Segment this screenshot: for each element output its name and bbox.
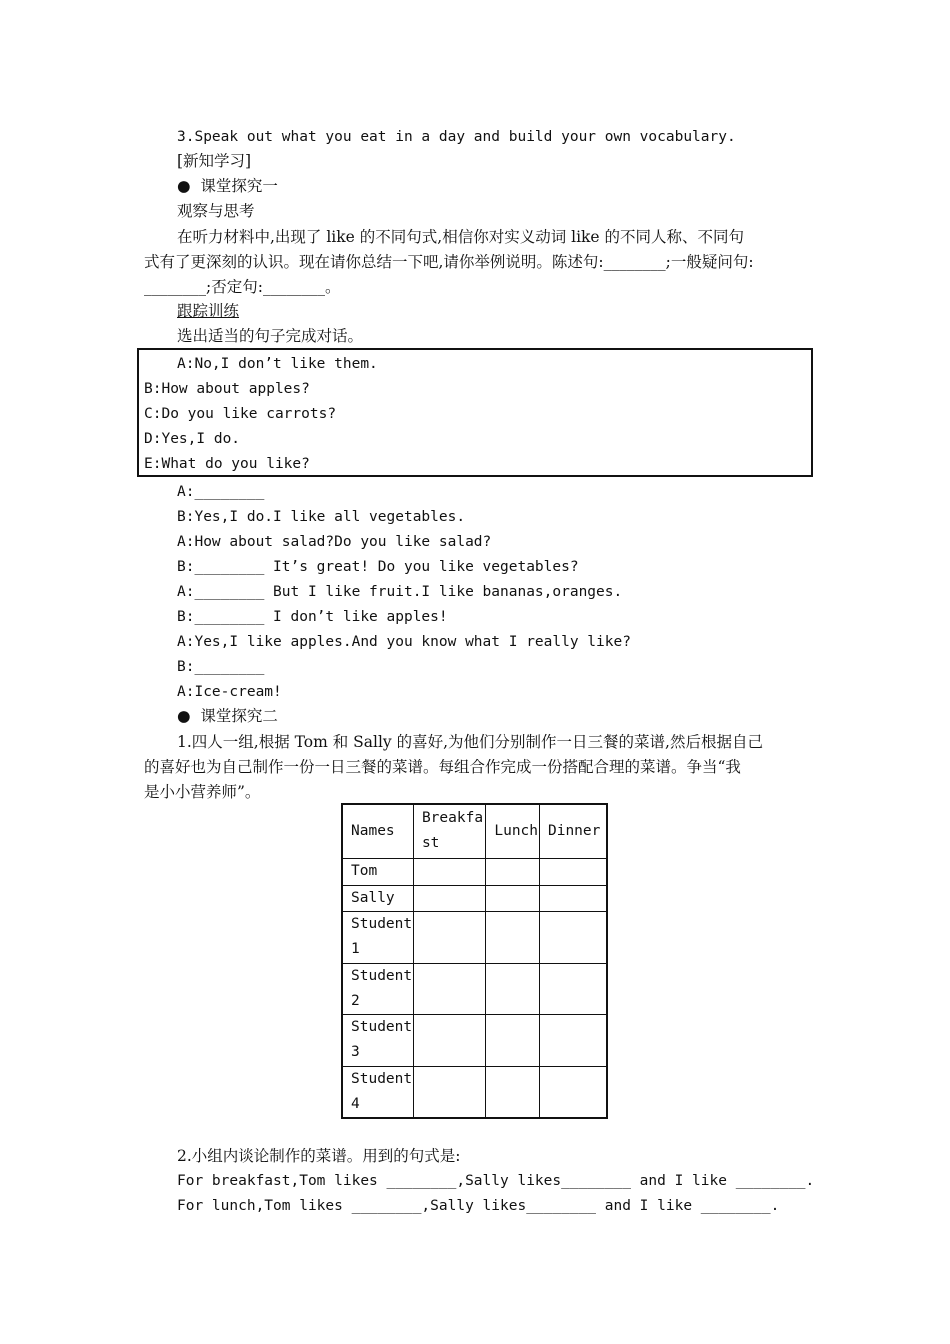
row-name: Sally xyxy=(342,885,413,911)
cell-dinner[interactable] xyxy=(539,963,607,1014)
cell-lunch[interactable] xyxy=(486,858,540,885)
dialogue-line: B:________ xyxy=(177,659,265,675)
cell-dinner[interactable] xyxy=(539,885,607,911)
subheading-observe: 观察与思考 xyxy=(177,202,255,220)
row-name: Student 2 xyxy=(342,963,413,1014)
table-header-row xyxy=(342,804,607,858)
dialogue-line: A:________ But I like fruit.I like bananas,oranges. xyxy=(177,584,623,600)
paragraph-line-3: ________;否定句:________。 xyxy=(144,278,341,296)
dialogue-line: A:Yes,I like apples.And you know what I really like? xyxy=(177,634,631,650)
paragraph-line-1: 在听力材料中,出现了 like 的不同句式,相信你对实义动词 like 的不同人称、不同句 xyxy=(177,228,745,246)
table-row xyxy=(342,1014,607,1066)
header-names: Names xyxy=(342,804,413,858)
option-a: A:No,I don’t like them. xyxy=(177,356,378,372)
cell-breakfast[interactable] xyxy=(413,1014,485,1066)
row-name: Student 3 xyxy=(342,1014,413,1066)
cell-dinner[interactable] xyxy=(539,1014,607,1066)
task2-sentence-1: For breakfast,Tom likes ________,Sally likes________ and I like ________. xyxy=(177,1173,815,1189)
subheading-practice: 跟踪训练 xyxy=(177,302,240,320)
dialogue-line: A:How about salad?Do you like salad? xyxy=(177,534,492,550)
task2-intro: 2.小组内谈论制作的菜谱。用到的句式是: xyxy=(177,1147,461,1165)
task1-line-1: 1.四人一组,根据 Tom 和 Sally 的喜好,为他们分别制作一日三餐的菜谱,然后根据自己 xyxy=(177,733,763,751)
option-d: D:Yes,I do. xyxy=(144,431,241,447)
dialogue-line: B:________ I don’t like apples! xyxy=(177,609,448,625)
task1-line-2: 的喜好也为自己制作一份一日三餐的菜谱。每组合作完成一份搭配合理的菜谱。争当“我 xyxy=(144,758,741,776)
table-row xyxy=(342,963,607,1014)
table-row xyxy=(342,911,607,963)
cell-breakfast[interactable] xyxy=(413,1066,485,1118)
cell-breakfast[interactable] xyxy=(413,963,485,1014)
header-breakfast: Breakfast xyxy=(413,804,485,858)
cell-lunch[interactable] xyxy=(486,1066,540,1118)
instruction-choose: 选出适当的句子完成对话。 xyxy=(177,327,364,345)
cell-dinner[interactable] xyxy=(539,911,607,963)
dialogue-line: B:Yes,I do.I like all vegetables. xyxy=(177,509,466,525)
cell-breakfast[interactable] xyxy=(413,858,485,885)
cell-breakfast[interactable] xyxy=(413,885,485,911)
header-lunch: Lunch xyxy=(486,804,540,858)
dialogue-line: B:________ It’s great! Do you like vegetables? xyxy=(177,559,579,575)
heading-explore-one: ● 课堂探究一 xyxy=(177,177,278,195)
cell-lunch[interactable] xyxy=(486,911,540,963)
cell-lunch[interactable] xyxy=(486,963,540,1014)
table-row xyxy=(342,858,607,885)
row-name: Student 4 xyxy=(342,1066,413,1118)
cell-lunch[interactable] xyxy=(486,885,540,911)
option-e: E:What do you like? xyxy=(144,456,310,472)
dialogue-line: A:Ice-cream! xyxy=(177,684,282,700)
option-b: B:How about apples? xyxy=(144,381,310,397)
row-name: Tom xyxy=(342,858,413,885)
section-new-knowledge: [新知学习] xyxy=(177,152,252,170)
cell-breakfast[interactable] xyxy=(413,911,485,963)
menu-table xyxy=(341,803,608,1119)
table-row xyxy=(342,1066,607,1118)
cell-dinner[interactable] xyxy=(539,1066,607,1118)
cell-dinner[interactable] xyxy=(539,858,607,885)
cell-lunch[interactable] xyxy=(486,1014,540,1066)
option-c: C:Do you like carrots? xyxy=(144,406,337,422)
header-dinner: Dinner xyxy=(539,804,607,858)
table-row xyxy=(342,885,607,911)
task1-line-3: 是小小营养师”。 xyxy=(144,783,261,801)
heading-explore-two: ● 课堂探究二 xyxy=(177,707,278,725)
dialogue-line: A:________ xyxy=(177,484,265,500)
paragraph-line-2: 式有了更深刻的认识。现在请你总结一下吧,请你举例说明。陈述句:________;一般疑问句: xyxy=(144,253,754,271)
row-name: Student 1 xyxy=(342,911,413,963)
line-speak-out: 3.Speak out what you eat in a day and build your own vocabulary. xyxy=(177,129,736,145)
task2-sentence-2: For lunch,Tom likes ________,Sally likes________ and I like ________. xyxy=(177,1198,780,1214)
